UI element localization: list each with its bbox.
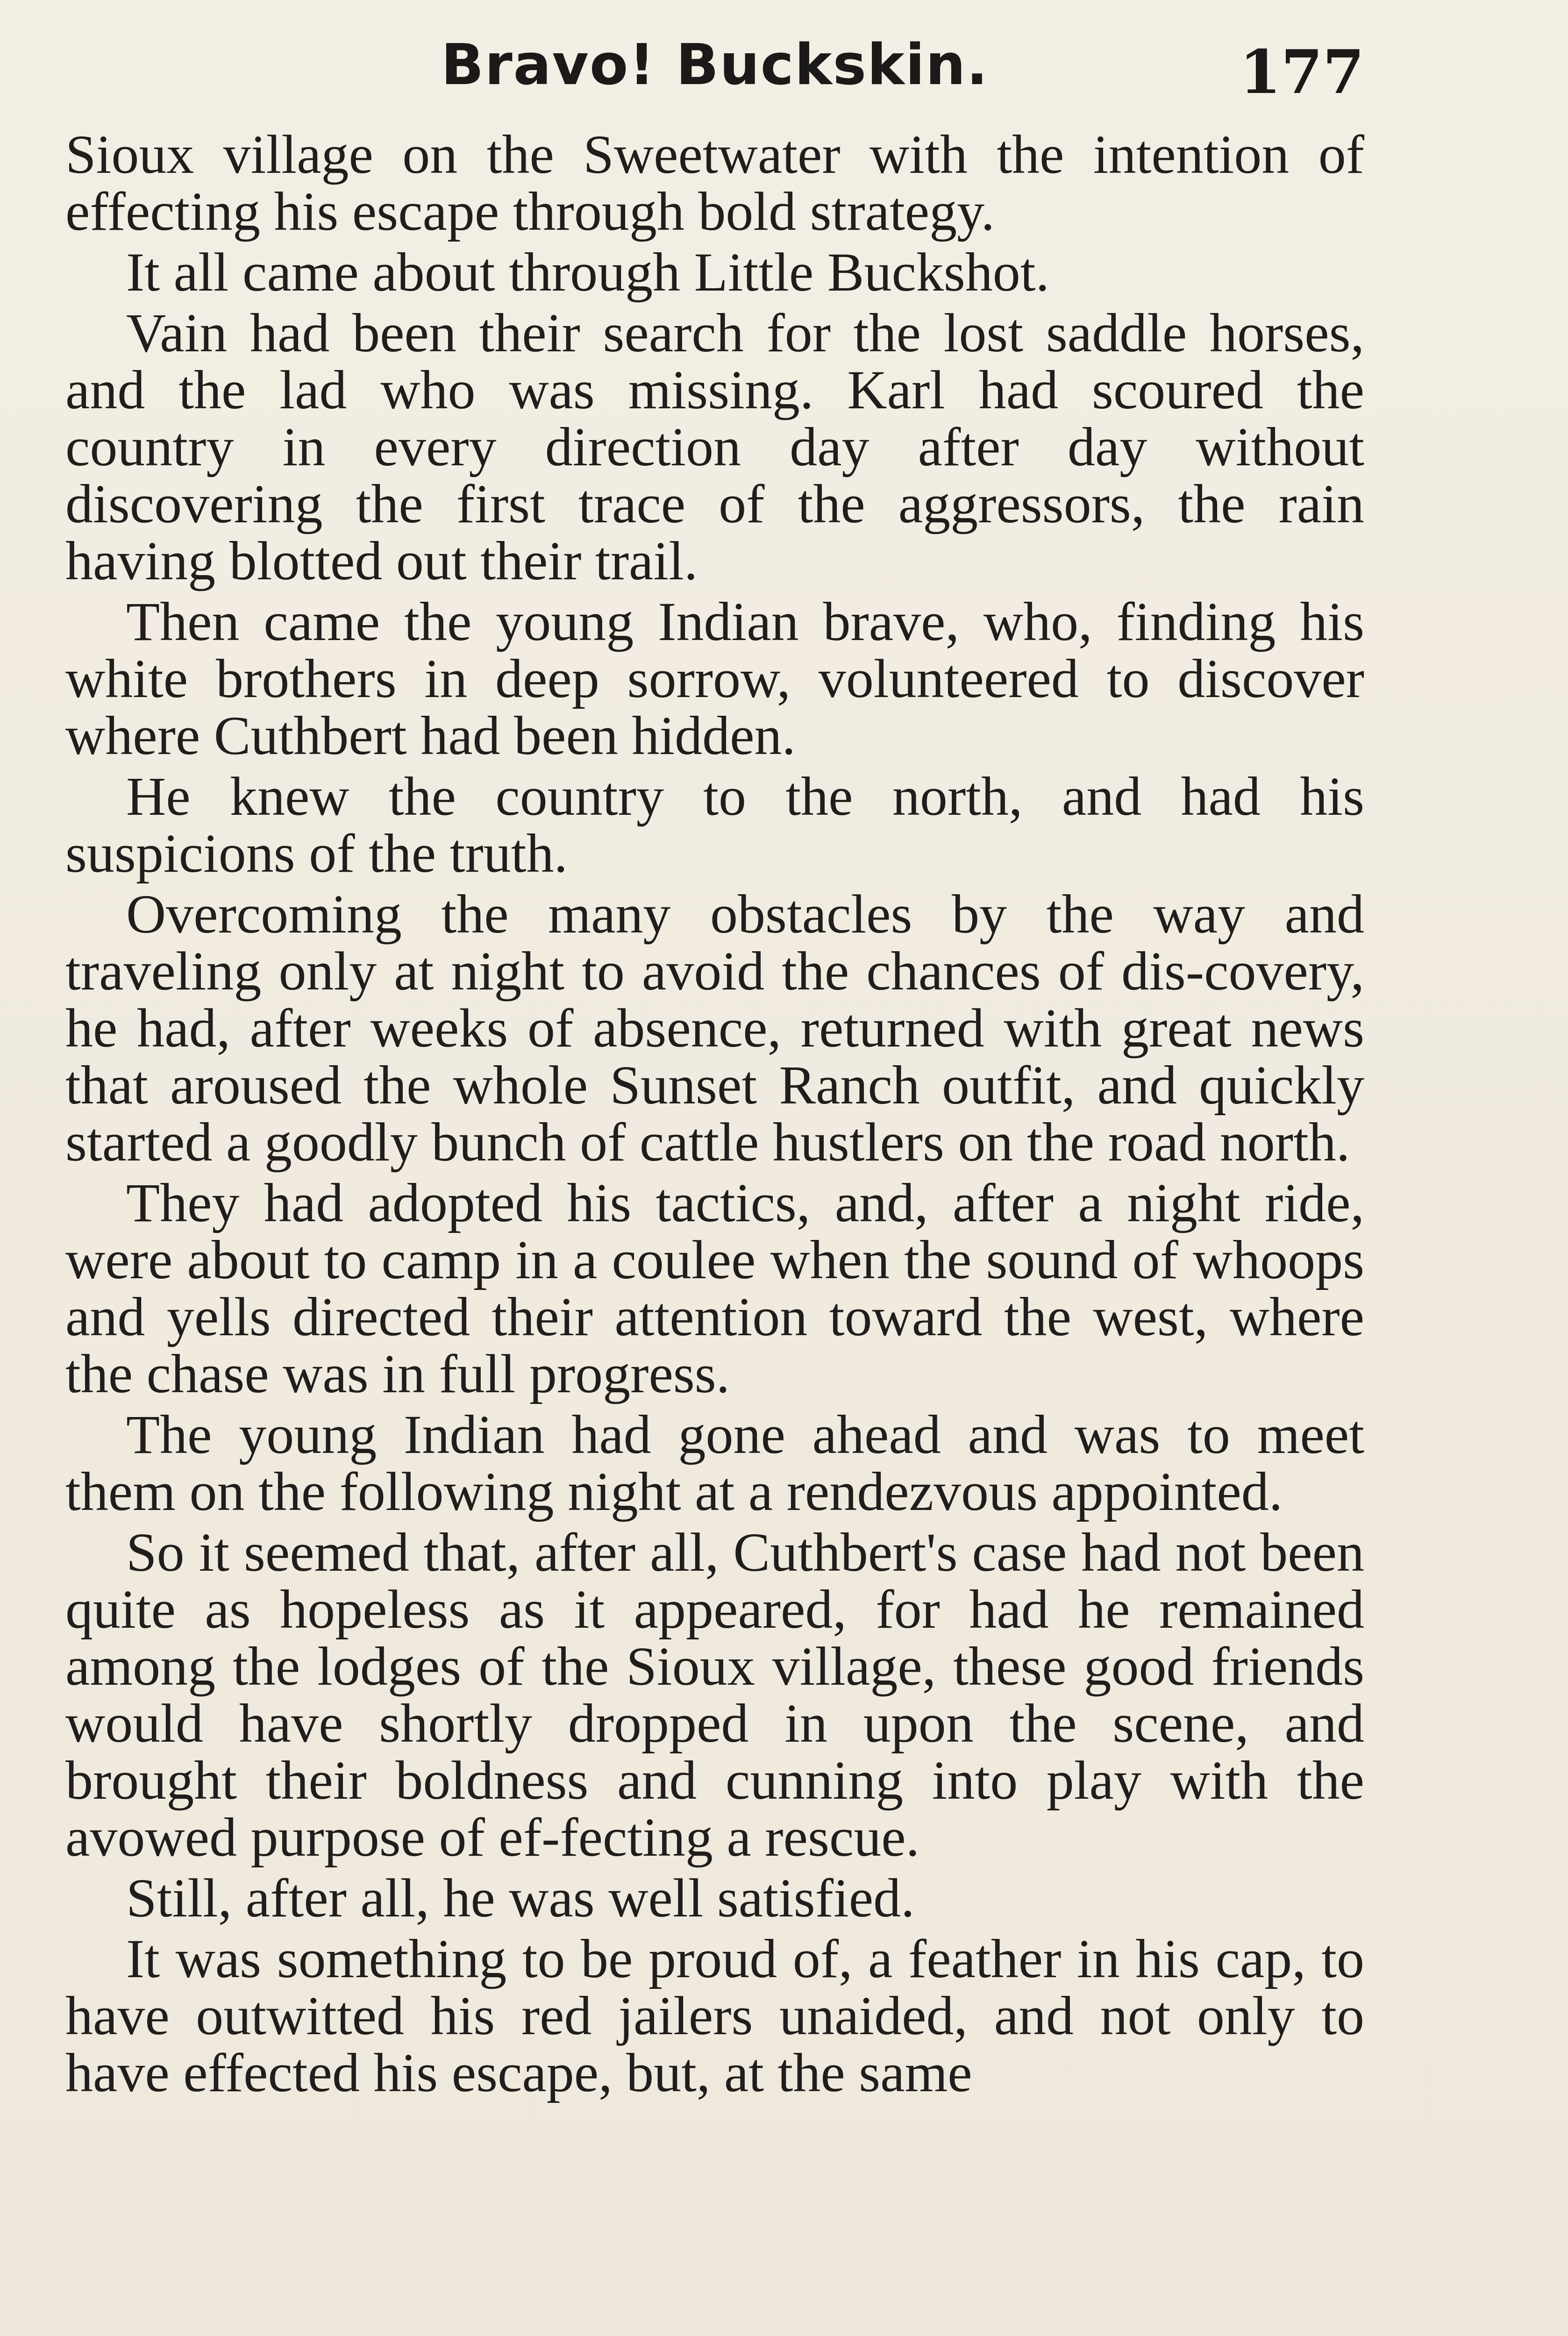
paragraph: Still, after all, he was well satisfied. [126, 1867, 915, 1929]
paragraph: So it seemed that, after all, Cuthbert's case had not been quite as hopeless as it appeared, for had he remained among the lodges of the Sioux village, these good friends would have shortly dropped in upon the scene, and brought their boldness and cunning into play with the avowed purpose of ef-fecting a rescue. [65, 1522, 1364, 1868]
paragraph: He knew the country to the north, and had his suspicions of the truth. [65, 766, 1364, 884]
paragraph: Then came the young Indian brave, who, finding his white brothers in deep sorrow, volunteered to discover where Cuthbert had been hidden. [65, 591, 1364, 766]
paragraph: They had adopted his tactics, and, after a night ride, were about to camp in a coulee when the sound of whoops and yells directed their attention toward the west, where the chase was in full progress. [65, 1172, 1364, 1404]
paragraph: It was something to be proud of, a feather in his cap, to have outwitted his red jailers unaided, and not only to have effected his escape, but, at the same [65, 1928, 1364, 2103]
page-header [65, 23, 1364, 117]
paragraph: Sioux village on the Sweetwater with the intention of effecting his escape through bold strategy. [65, 124, 1364, 242]
paragraph: Vain had been their search for the lost saddle horses, and the lad who was missing. Karl had scoured the country in every direction day after day without discovering the first trace of the aggressors, the rain having blotted out their trail. [65, 302, 1364, 591]
body-text [65, 126, 1364, 2105]
running-head: Bravo! Buckskin. [441, 33, 989, 98]
paragraph: The young Indian had gone ahead and was to meet them on the following night at a rendezvous appointed. [65, 1404, 1364, 1522]
paragraph: Overcoming the many obstacles by the way and traveling only at night to avoid the chances of dis-covery, he had, after weeks of absence, returned with great news that aroused the whole Sunset Ranch outfit, and quickly started a goodly bunch of cattle hustlers on the road north. [65, 883, 1364, 1173]
paragraph: It all came about through Little Buckshot. [126, 242, 1050, 303]
page-number: 177 [1239, 37, 1364, 107]
